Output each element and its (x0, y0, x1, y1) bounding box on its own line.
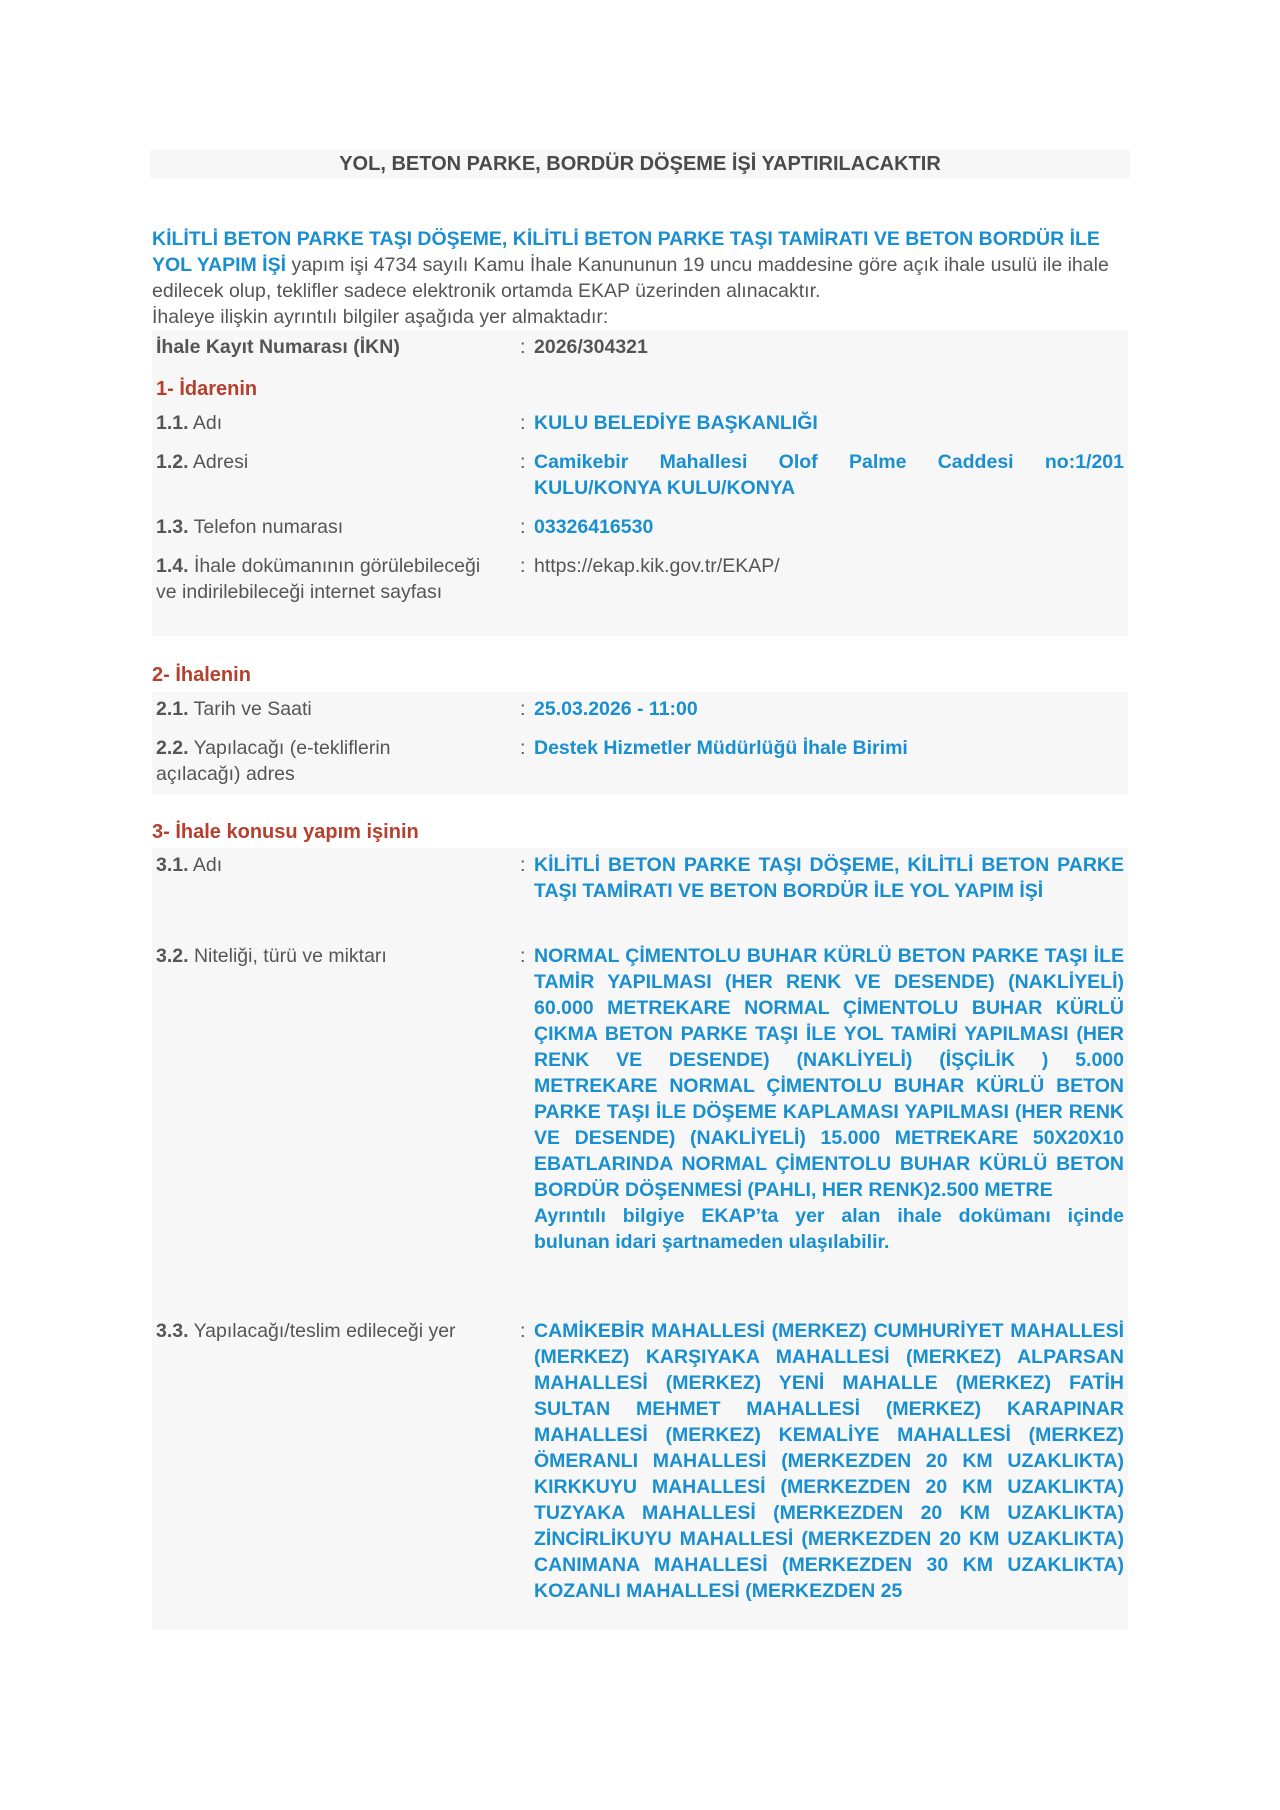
row-1-1-label: Adı (192, 412, 223, 434)
row-3-2-label: Niteliği, türü ve miktarı (193, 945, 387, 967)
section3-heading: 3- İhale konusu yapım işinin (152, 821, 419, 843)
row-2-2: 2.2. Yapılacağı (e-tekliflerin açılacağı) adres : Destek Hizmetler Müdürlüğü İhale Birimi (152, 735, 1128, 787)
intro-paragraph (152, 226, 1127, 330)
row-3-2-value: NORMAL ÇİMENTOLU BUHAR KÜRLÜ BETON PARKE TAŞI İLE TAMİR YAPILMASI (HER RENK VE DESENDE) (NAKLİYELİ) 60.000 METREKARE NORMAL ÇİMENTOLU BUHAR KÜRLÜ ÇIKMA BETON PARKE TAŞI İLE YOL TAMİRİ YAPILMASI (HER RENK VE DESENDE) (NAKLİYELİ) (İŞÇİLİK ) 5.000 METREKARE NORMAL ÇİMENTOLU BUHAR KÜRLÜ BETON PARKE TAŞI İLE DÖŞEME KAPLAMASI YAPILMASI (HER RENK VE DESENDE) (NAKLİYELİ) 15.000 METREKARE 50X20X10 EBATLARINDA NORMAL ÇİMENTOLU BUHAR KÜRLÜ BETON BORDÜR DÖŞENMESİ (PAHLI, HER RENK)2.500 METRE (534, 945, 1124, 1201)
row-1-2-label: Adresi (192, 451, 249, 473)
intro-text: yapım işi 4734 sayılı Kamu İhale Kanununun 19 uncu maddesine göre açık ihale usulü ile ihale edilecek olup, teklifler sadece elektronik ortamda EKAP üzerinden alınacaktır. (152, 254, 1109, 302)
ikn-row: İhale Kayıt Numarası (İKN) : 2026/304321 (152, 334, 1128, 360)
row-2-2-value: Destek Hizmetler Müdürlüğü İhale Birimi (534, 737, 908, 759)
row-2-1-num: 2.1. (156, 698, 189, 720)
row-3-1-num: 3.1. (156, 854, 189, 876)
row-1-2: 1.2. Adresi : Camikebir Mahallesi Olof Palme Caddesi no:1/201 KULU/KONYA KULU/KONYA (152, 449, 1128, 501)
row-3-1-value: KİLİTLİ BETON PARKE TAŞI DÖŞEME, KİLİTLİ BETON PARKE TAŞI TAMİRATI VE BETON BORDÜR İLE YOL YAPIM İŞİ (534, 854, 1124, 902)
row-1-1: 1.1. Adı : KULU BELEDİYE BAŞKANLIĞI (152, 410, 1128, 436)
row-3-2-num: 3.2. (156, 945, 189, 967)
row-1-3: 1.3. Telefon numarası : 03326416530 (152, 514, 1128, 540)
row-3-3-num: 3.3. (156, 1320, 189, 1342)
ekap-link[interactable]: https://ekap.kik.gov.tr/EKAP/ (534, 555, 780, 577)
row-3-2: 3.2. Niteliği, türü ve miktarı : NORMAL ÇİMENTOLU BUHAR KÜRLÜ BETON PARKE TAŞI İLE TAMİR YAPILMASI (HER RENK VE DESENDE) (NAKLİYELİ) 60.000 METREKARE NORMAL ÇİMENTOLU BUHAR KÜRLÜ ÇIKMA BETON PARKE TAŞI İLE YOL TAMİRİ YAPILMASI (HER RENK VE DESENDE) (NAKLİYELİ) (İŞÇİLİK ) 5.000 METREKARE NORMAL ÇİMENTOLU BUHAR KÜRLÜ BETON PARKE TAŞI İLE DÖŞEME KAPLAMASI YAPILMASI (HER RENK VE DESENDE) (NAKLİYELİ) 15.000 METREKARE 50X20X10 EBATLARINDA NORMAL ÇİMENTOLU BUHAR KÜRLÜ BETON BORDÜR DÖŞENMESİ (PAHLI, HER RENK)2.500 METRE Ayrıntılı bilgiye EKAP’ta yer alan ihale dokümanı içinde bulunan idari şartnameden ulaşılabilir. (156, 945, 1124, 1253)
row-1-4: 1.4. İhale dokümanının görülebileceği ve indirilebileceği internet sayfası : https://ekap.kik.gov.tr/EKAP/ (152, 553, 1128, 605)
row-2-2-num: 2.2. (156, 737, 189, 759)
section2-heading: 2- İhalenin (152, 664, 251, 686)
row-2-2-label: Yapılacağı (e-tekliflerin açılacağı) adres (156, 737, 391, 785)
row-2-1-label: Tarih ve Saati (193, 698, 312, 720)
row-3-1-label: Adı (192, 854, 223, 876)
intro-line2: İhaleye ilişkin ayrıntılı bilgiler aşağıda yer almaktadır: (152, 306, 609, 328)
ikn-label: İhale Kayıt Numarası (İKN) (156, 336, 400, 358)
row-3-1: 3.1. Adı : KİLİTLİ BETON PARKE TAŞI DÖŞEME, KİLİTLİ BETON PARKE TAŞI TAMİRATI VE BETON BORDÜR İLE YOL YAPIM İŞİ (152, 852, 1128, 904)
section1-heading: 1- İdarenin (156, 378, 258, 400)
row-1-3-label: Telefon numarası (193, 516, 344, 538)
page-title: YOL, BETON PARKE, BORDÜR DÖŞEME İŞİ YAPTIRILACAKTIR (150, 150, 1130, 178)
row-1-2-value: Camikebir Mahallesi Olof Palme Caddesi no:1/201 KULU/KONYA KULU/KONYA (534, 451, 1124, 499)
row-3-3-label: Yapılacağı/teslim edileceği yer (193, 1320, 456, 1342)
row-2-1-value: 25.03.2026 - 11:00 (534, 698, 698, 720)
row-3-3: 3.3. Yapılacağı/teslim edileceği yer : CAMİKEBİR MAHALLESİ (MERKEZ) CUMHURİYET MAHALLESİ (MERKEZ) KARŞIYAKA MAHALLESİ (MERKEZ) ALPARSAN MAHALLESİ (MERKEZ) YENİ MAHALLE (MERKEZ) FATİH SULTAN MEHMET MAHALLESİ (MERKEZ) KARAPINAR MAHALLESİ (MERKEZ) KEMALİYE MAHALLESİ (MERKEZ) ÖMERANLI MAHALLESİ (MERKEZDEN 20 KM UZAKLIKTA) KIRKKUYU MAHALLESİ (MERKEZDEN 20 KM UZAKLIKTA) TUZYAKA MAHALLESİ (MERKEZDEN 20 KM UZAKLIKTA) ZİNCİRLİKUYU MAHALLESİ (MERKEZDEN 20 KM UZAKLIKTA) CANIMANA MAHALLESİ (MERKEZDEN 30 KM UZAKLIKTA) KOZANLI MAHALLESİ (MERKEZDEN 25 (152, 1318, 1128, 1604)
row-1-3-value: 03326416530 (534, 516, 654, 538)
row-1-4-num: 1.4. (156, 555, 189, 577)
row-1-3-num: 1.3. (156, 516, 189, 538)
row-3-3-value: CAMİKEBİR MAHALLESİ (MERKEZ) CUMHURİYET MAHALLESİ (MERKEZ) KARŞIYAKA MAHALLESİ (MERKEZ) ALPARSAN MAHALLESİ (MERKEZ) YENİ MAHALLE (MERKEZ) FATİH SULTAN MEHMET MAHALLESİ (MERKEZ) KARAPINAR MAHALLESİ (MERKEZ) KEMALİYE MAHALLESİ (MERKEZ) ÖMERANLI MAHALLESİ (MERKEZDEN 20 KM UZAKLIKTA) KIRKKUYU MAHALLESİ (MERKEZDEN 20 KM UZAKLIKTA) TUZYAKA MAHALLESİ (MERKEZDEN 20 KM UZAKLIKTA) ZİNCİRLİKUYU MAHALLESİ (MERKEZDEN 20 KM UZAKLIKTA) CANIMANA MAHALLESİ (MERKEZDEN 30 KM UZAKLIKTA) KOZANLI MAHALLESİ (MERKEZDEN 25 (534, 1320, 1124, 1602)
row-1-2-num: 1.2. (156, 451, 189, 473)
ikn-value: 2026/304321 (534, 336, 648, 358)
row-2-1: 2.1. Tarih ve Saati : 25.03.2026 - 11:00 (152, 696, 1128, 722)
row-1-4-label: İhale dokümanının görülebileceği ve indirilebileceği internet sayfası (156, 555, 481, 603)
row-1-1-value: KULU BELEDİYE BAŞKANLIĞI (534, 412, 818, 434)
row-3-2-note: Ayrıntılı bilgiye EKAP’ta yer alan ihale dokümanı içinde bulunan idari şartnameden ulaşılabilir. (534, 1205, 1124, 1253)
intro-highlight: KİLİTLİ BETON PARKE TAŞI DÖŞEME, KİLİTLİ BETON PARKE TAŞI TAMİRATI VE BETON BORDÜR İLE YOL YAPIM İŞİ (152, 228, 1100, 276)
row-1-1-num: 1.1. (156, 412, 189, 434)
